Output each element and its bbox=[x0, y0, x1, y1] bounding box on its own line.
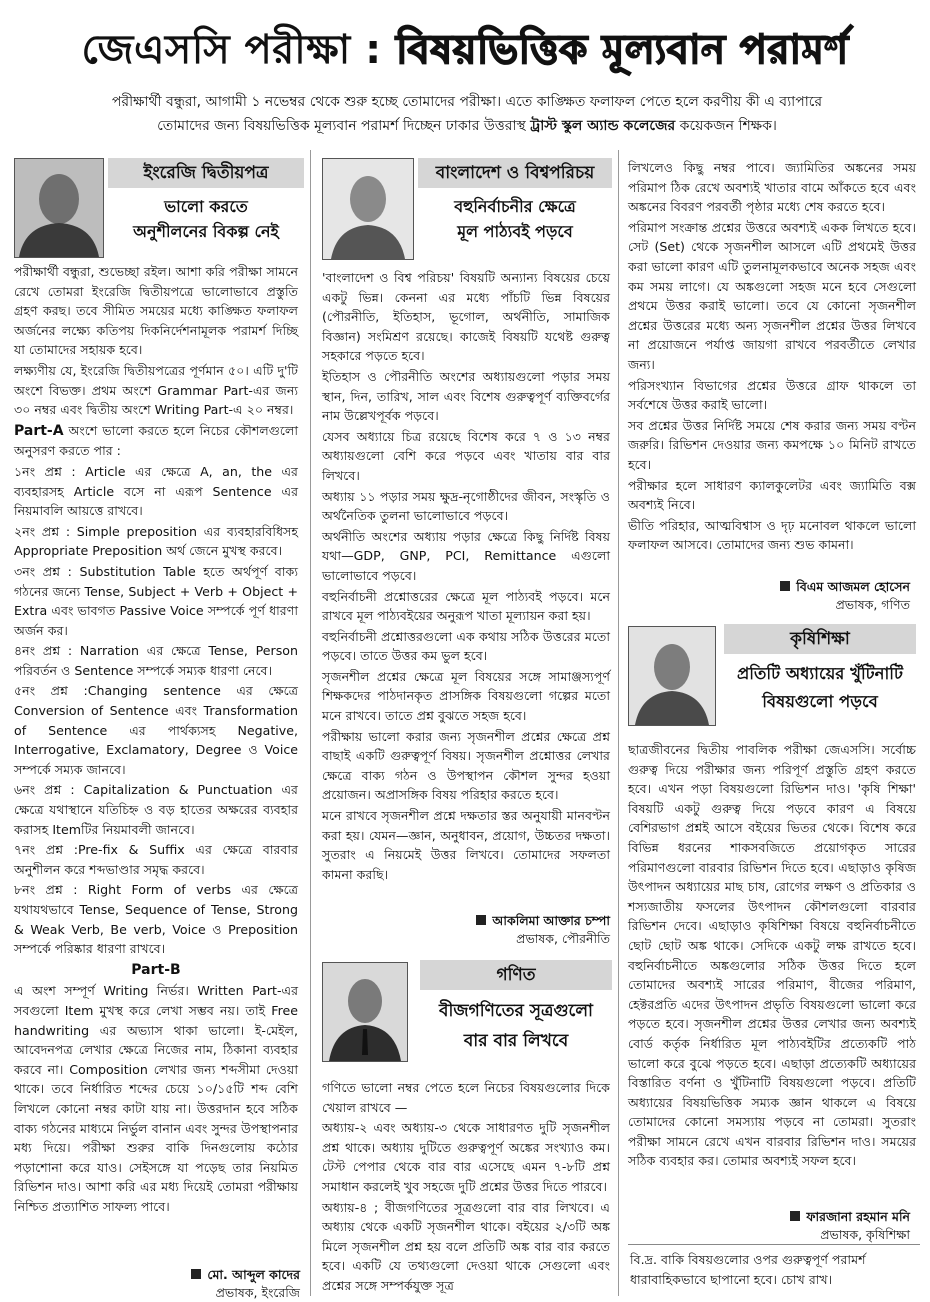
paragraph: অধ্যায়-৪ ; বীজগণিতের সূত্রগুলো বার বার লিখবে। এ অধ্যায় থেকে একটি সৃজনশীল থাকে। বইয়ের ২/৩টি অঙ্ক মিলে সৃজনশীল প্রশ্ন হয় বলে প্রতিটি অঙ্ক বার বার করতে হবে। একটি যে তথ্যগুলো দেওয়া থাকে সেগুলো এবং প্রশ্নের সঙ্গে সম্পর্কযুক্ত সূত্র bbox=[322, 1199, 610, 1293]
byline-english bbox=[14, 1266, 300, 1302]
subtitle-line: বার বার লিখবে bbox=[463, 1031, 569, 1051]
paragraph: ইতিহাস ও পৌরনীতি অংশের অধ্যায়গুলো পড়ার সময় স্থান, দিন, তারিখ, সাল এবং বিশেষ গুরুত্বপূর্ণ ব্যক্তিবর্গের নাম উল্লেখপূর্বক পড়বে। bbox=[322, 368, 610, 424]
column-divider bbox=[310, 150, 311, 1296]
person-silhouette-icon bbox=[629, 627, 715, 725]
list-item: ৬নং প্রশ্ন : Capitalization & Punctuation এর ক্ষেত্রে যথাস্থানে যতিচিহ্ন ও বড় হাতের অক্ষরের ব্যবহার করাসহ Itemটির নিয়মাবলী জানবে। bbox=[14, 782, 298, 837]
author-name bbox=[628, 1208, 910, 1226]
paragraph: অর্থনীতি অংশের অধ্যায় পড়ার ক্ষেত্রে কিছু নির্দিষ্ট বিষয় যথা—GDP, GNP, PCI, Remittance এগুলো ভালোভাবে পড়বে। bbox=[322, 528, 610, 583]
paragraph: 'বাংলাদেশ ও বিশ্ব পরিচয়' বিষয়টি অন্যান্য বিষয়ের চেয়ে একটু ভিন্ন। কেননা এর মধ্যে পাঁচটি ভিন্ন বিষয়ের (পৌরনীতি, ইতিহাস, ভূগোল, অর্থনীতি, সামাজিক বিজ্ঞান) সংমিশ্রণ রয়েছে। কাজেই বিষয়টি যথেষ্ট গুরুত্ব সহকারে পড়তে হবে। bbox=[322, 270, 610, 364]
paragraph: পরিমাপ সংক্রান্ত প্রশ্নের উত্তরে অবশ্যই একক লিখতে হবে। সেট (Set) থেকে সৃজনশীল আসলে এটি প্রথমেই উত্তর করা ভালো কারণ এটি তুলনামূলকভাবে অনেক সহজ এবং কম সময় লাগে। যে অঙ্কগুলো সহজ মনে হবে সেগুলো প্রথমে উত্তর করাই ভালো। তবে যে কোনো সৃজনশীল প্রশ্নের উত্তরের মধ্যে অন্য সৃজনশীল প্রশ্নের উত্তর লিখবে না প্রয়োজনে পর্যাপ্ত জায়গা রাখবে পরবর্তীতে লেখার জন্য। bbox=[628, 219, 916, 372]
paragraph: বহুনির্বাচনী প্রশ্নোত্তরের ক্ষেত্রে মূল পাঠ্যবই পড়বে। মনে রাখবে মূল পাঠ্যবইয়ের অনুরূপ খাতা মূল্যায়ন করা হয়। bbox=[322, 588, 610, 624]
author-designation: প্রভাষক, কৃষিশিক্ষা bbox=[820, 1227, 910, 1242]
paragraph: সৃজনশীল প্রশ্নের ক্ষেত্রে মূল বিষয়ের সঙ্গে সামাঞ্জস্যপূর্ণ শিক্ষকদের পাঠদানকৃত প্রাসঙ্গিক বিষয়গুলো গল্পের মতো মনে রাখবে। তাতে প্রশ্ন বুঝতে সহজ হবে। bbox=[322, 668, 610, 724]
author-designation: প্রভাষক, পৌরনীতি bbox=[516, 931, 610, 946]
part-b-heading: Part-B bbox=[131, 961, 181, 978]
square-bullet-icon bbox=[191, 1269, 201, 1279]
person-silhouette-icon bbox=[323, 963, 407, 1061]
intro-line-1: পরীক্ষার্থী বন্ধুরা, আগামী ১ নভেম্বর থেকে শুরু হচ্ছে তোমাদের পরীক্ষা। এতে কাঙ্ক্ষিত ফলাফল পেতে হলে করণীয় কী এ ব্যাপারে bbox=[111, 94, 823, 110]
list-item: ৫নং প্রশ্ন :Changing sentence এর ক্ষেত্রে Conversion of Sentence এবং Transformation of Sentence এর পার্থক্যসহ Negative, Interrogative, Exclamatory, Degree ও Voice সম্পর্কে সম্যক জানবে। bbox=[14, 683, 298, 777]
person-silhouette-icon bbox=[15, 159, 103, 257]
square-bullet-icon bbox=[476, 915, 486, 925]
paragraph: মনে রাখবে সৃজনশীল প্রশ্নে দক্ষতার স্তর অনুযায়ী মানবণ্টন করা হয়। যেমন—জ্ঞান, অনুধাবন, প্রয়োগ, উচ্চতর দক্ষতা। সুতরাং এ নিয়মেই উত্তর লিখবে। তোমাদের সফলতা কামনা করছি। bbox=[322, 808, 610, 882]
subtitle-line: ভালো করতে bbox=[164, 197, 248, 216]
article-math-continued bbox=[628, 158, 916, 556]
intro-line-2-pre: তোমাদের জন্য বিষয়ভিত্তিক মূল্যবান পরামর্শ দিচ্ছেন ঢাকার উত্তরাস্থ bbox=[157, 118, 531, 134]
paragraph: অধ্যায় ১১ পড়ার সময় ক্ষুদ্র-নৃগোষ্ঠীদের জীবন, সংস্কৃতি ও অর্থনৈতিক তুলনা ভালোভাবে পড়বে। bbox=[322, 488, 610, 524]
person-silhouette-icon bbox=[323, 159, 413, 259]
section-subtitle-english bbox=[108, 194, 304, 244]
subtitle-line: অনুশীলনের বিকল্প নেই bbox=[133, 222, 279, 241]
intro-school-name: ট্রাস্ট স্কুল অ্যান্ড কলেজের bbox=[530, 118, 676, 134]
author-designation: প্রভাষক, গণিত bbox=[835, 597, 910, 612]
paragraph: পরীক্ষায় ভালো করার জন্য সৃজনশীল প্রশ্নের ক্ষেত্রে প্রশ্ন বাছাই একটি গুরুত্বপূর্ণ বিষয়। সৃজনশীল প্রশ্নোত্তর লেখার ক্ষেত্রে বাক্য গঠন ও উপস্থাপন কৌশল সুন্দর হওয়া প্রয়োজন। অপ্রাসঙ্গিক বিষয় পরিহার করতে হবে। bbox=[322, 728, 610, 803]
subtitle-line: প্রতিটি অধ্যায়ের খুঁটিনাটি bbox=[736, 664, 904, 683]
teacher-photo bbox=[322, 962, 408, 1062]
section-title-math: গণিত bbox=[420, 960, 612, 990]
article-bgs bbox=[322, 268, 610, 885]
part-a-text: অংশে ভালো করতে হলে নিচের কৌশলগুলো অনুসরণ করতে পার : bbox=[14, 422, 298, 459]
paragraph: বহুনির্বাচনী প্রশ্নোত্তরগুলো এক কথায় সঠিক উত্তরের মতো পড়বে। তাতে উত্তর কম ভুল হবে। bbox=[322, 628, 610, 664]
part-a-label: Part-A bbox=[14, 422, 64, 439]
square-bullet-icon bbox=[790, 1211, 800, 1221]
section-subtitle-math bbox=[420, 996, 612, 1056]
teacher-photo bbox=[14, 158, 104, 258]
author-name bbox=[322, 912, 610, 930]
author-name-text: বিএম আজমল হোসেন bbox=[796, 579, 910, 594]
author-name-text: মো. আব্দুল কাদের bbox=[207, 1267, 300, 1282]
byline-agriculture bbox=[628, 1208, 910, 1244]
list-item: ৩নং প্রশ্ন : Substitution Table হতে অর্থপূর্ণ বাক্য গঠনের জন্যে Tense, Subject + Verb + Object + Extra এবং ভাবগত Passive Voice সম্পর্কে পূর্ণ ধারণা অর্জন কর। bbox=[14, 563, 298, 638]
byline-bgs bbox=[322, 912, 610, 948]
teacher-photo bbox=[628, 626, 716, 726]
paragraph: লক্ষ্যণীয় যে, ইংরেজি দ্বিতীয়পত্রের পূর্ণমান ৫০। এটি দু'টি অংশে বিভক্ত। প্রথম অংশে Grammar Part-এর জন্য ৩০ নম্বর এবং দ্বিতীয় অংশে Writing Part-এ ২০ নম্বর। bbox=[14, 362, 298, 418]
subtitle-line: বীজগণিতের সূত্রগুলো bbox=[439, 1001, 593, 1021]
intro-line-2 bbox=[22, 114, 912, 138]
paragraph: ছাত্রজীবনের দ্বিতীয় পাবলিক পরীক্ষা জেএসসি। সর্বোচ্চ গুরুত্ব দিয়ে পরীক্ষার জন্য পরিপূর্ণ প্রস্তুতি গ্রহণ করতে হবে। এখন পড়া বিষয়গুলো রিভিশন দাও। 'কৃষি শিক্ষা' বিষয়টি একটু গুরুত্ব দিয়ে পড়বে কারণ এ বিষয়ে বেশিরভাগ প্রশ্নই আসে বইয়ের ভিতর থেকে। বিশেষ করে বিভিন্ন ধরনের শাকসবজিতে প্রয়োগকৃত সারের পরিমাণগুলো বারবার রিভিশন দিতে হবে। এছাড়াও কৃষিজ উৎপাদন অধ্যায়ের মাছ চাষ, রোগের লক্ষণ ও প্রতিকার ও শস্যজাতীয় ফসলের উৎপাদন কৌশলগুলো বারবার রিভিশন দেবে। এছাড়াও কৃষিশিক্ষা বিষয়ে বহুনির্বাচনীতে ছোট ছোট অঙ্ক থাকে। সেদিকে একটু লক্ষ রাখতে হবে। বহুনির্বাচনীতে অঙ্কগুলোর সঠিক উত্তর দিতে হলে তোমাদের অবশ্যই সারের পরিমাণ, বীজের পরিমাণ, হেক্টরপ্রতি এদের উৎপাদন প্রভৃতি বিষয়গুলো ভালো করে পড়তে হবে। সৃজনশীল প্রশ্নের উত্তর লেখার জন্য অবশ্যই বোর্ড কর্তৃক নির্ধারিত মূল পাঠ্যবইটির প্রত্যেকটি পাঠ ভালো করে বুঝে পড়তে হবে। এছাড়া প্রত্যেকটি অধ্যায়ের বিস্তারিত বর্ণনা ও খুঁটিনাটি বিষয়গুলো পড়বে। প্রতিটি অধ্যায়ের বিষয়ভিত্তিক সম্যক জ্ঞান থাকলে এ বিষয়ে তোমাদের কোনো সমস্যায় পড়বে না তোমরা। সুতরাং পরীক্ষা সামনে রেখে এখন বারবার রিভিশন দাও। সময়ের সঠিক ব্যবহার কর। তোমার অবশ্যই সফল হবে। bbox=[628, 742, 916, 1169]
article-english bbox=[14, 262, 298, 1218]
paragraph: সব প্রশ্নের উত্তর নির্দিষ্ট সময়ে শেষ করার জন্য সময় বণ্টন জরুরি। রিভিশন দেওয়ার জন্য কমপক্ষে ১০ মিনিট রাখতে হবে। bbox=[628, 417, 916, 472]
paragraph: ভীতি পরিহার, আত্মবিশ্বাস ও দৃঢ় মনোবল থাকলে ভালো ফলাফল আসবে। তোমাদের জন্য শুভ কামনা। bbox=[628, 517, 916, 553]
section-title-english: ইংরেজি দ্বিতীয়পত্র bbox=[108, 158, 304, 188]
paragraph: পরীক্ষার হলে সাধারণ ক্যালকুলেটর এবং জ্যামিতি বক্স অবশ্যই নিবে। bbox=[628, 477, 916, 513]
subtitle-line: বিষয়গুলো পড়বে bbox=[762, 692, 878, 711]
list-item: ৭নং প্রশ্ন :Pre-fix & Suffix এর ক্ষেত্রে বারবার অনুশীলন করে শব্দভাণ্ডার সমৃদ্ধ করবে। bbox=[14, 842, 298, 877]
intro-line-2-post: কয়েকজন শিক্ষক। bbox=[675, 118, 777, 134]
headline-left: জেএসসি পরীক্ষা : bbox=[81, 27, 382, 73]
subtitle-line: বহুনির্বাচনীর ক্ষেত্রে bbox=[454, 197, 576, 216]
note-divider bbox=[628, 1244, 920, 1245]
headline-right: বিষয়ভিত্তিক মূল্যবান পরামর্শ bbox=[396, 27, 849, 73]
paragraph bbox=[14, 421, 298, 461]
paragraph: অধ্যায়-২ এবং অধ্যায়-৩ থেকে সাধারণত দুটি সৃজনশীল প্রশ্ন থাকে। অধ্যায় দুটিতে গুরুত্বপূর্ণ অঙ্কের সংখ্যাও কম। টেস্ট পেপার থেকে বার বার এসেছে এমন ৭-৮টি প্রশ্ন সমাধান করলেই খুব সহজে দুটি প্রশ্নের উত্তর দিতে পারবে। bbox=[322, 1120, 610, 1194]
part-b-label bbox=[14, 960, 298, 981]
paragraph: এ অংশ সম্পূর্ণ Writing নির্ভর। Written Part-এর সবগুলো Item মুখস্থ করে লেখা সম্ভব নয়। তাই Free handwriting এর অভ্যাস থাকা ভালো। ই-মেইল, আবেদনপত্র লেখার ক্ষেত্রে নিজের নাম, ঠিকানা ব্যবহার করবে না। Composition লেখার জন্য শব্দসীমা দেওয়া থাকে। তবে নির্ধারিত শব্দের চেয়ে ১০/১৫টি শব্দ বেশি লিখলে কোনো নম্বর কাটা যায় না। উত্তরদান হবে সঠিক বাক্য গঠনের মাধ্যমে নির্ভুল বানান এবং সুন্দর উপস্থাপনার মধ্য দিয়ে। পরীক্ষা শুরুর বাকি দিনগুলোয় কঠোর পড়াশোনা করে যাও। সেইসঙ্গে যা পড়েছ তার নিয়মিত রিভিশন দাও। আশা করি এর মধ্য দিয়েই তোমরা পরীক্ষায় নিশ্চিত প্রত্যাশিত সাফল্য পাবে। bbox=[14, 983, 298, 1214]
author-name-text: ফারজানা রহমান মনি bbox=[806, 1209, 910, 1224]
list-item: ১নং প্রশ্ন : Article এর ক্ষেত্রে A, an, the এর ব্যবহারসহ Article বসে না এরূপ Sentence এর নিয়মাবলি আয়ত্তে রাখবে। bbox=[14, 463, 298, 519]
paragraph: পরিসংখ্যান বিভাগের প্রশ্নের উত্তরে গ্রাফ থাকলে তা সর্বশেষে উত্তর করাই ভালো। bbox=[628, 377, 916, 413]
square-bullet-icon bbox=[780, 581, 790, 591]
column-divider bbox=[618, 150, 619, 1296]
section-title-bgs: বাংলাদেশ ও বিশ্বপরিচয় bbox=[418, 158, 612, 188]
section-subtitle-agriculture bbox=[720, 660, 920, 716]
article-math bbox=[322, 1078, 610, 1297]
paragraph: যেসব অধ্যায়ে চিত্র রয়েছে বিশেষ করে ৭ ও ১৩ নম্বর অধ্যায়গুলো বেশি করে পড়বে এবং খাতায় বার বার লিখবে। bbox=[322, 428, 610, 483]
page-headline bbox=[0, 18, 930, 85]
paragraph: গণিতে ভালো নম্বর পেতে হলে নিচের বিষয়গুলোর দিকে খেয়াল রাখবে — bbox=[322, 1080, 610, 1115]
teacher-photo bbox=[322, 158, 414, 260]
paragraph: লিখলেও কিছু নম্বর পাবে। জ্যামিতির অঙ্কনের সময় পরিমাপ ঠিক রেখে অবশ্যই খাতার বামে আঁকতে হবে এবং অঙ্কনের বিবরণ পরবর্তী পৃষ্ঠার মধ্যে শেষ করতে হবে। bbox=[628, 160, 916, 215]
article-agriculture bbox=[628, 740, 916, 1172]
section-subtitle-bgs bbox=[418, 194, 612, 244]
subtitle-line: মূল পাঠ্যবই পড়বে bbox=[457, 222, 573, 241]
author-name bbox=[628, 578, 910, 596]
paragraph: পরীক্ষার্থী বন্ধুরা, শুভেচ্ছা রইল। আশা করি পরীক্ষা সামনে রেখে তোমরা ইংরেজি দ্বিতীয়পত্রে ভালোভাবে প্রস্তুতি গ্রহণ করছ। তবে সীমিত সময়ের মধ্যে কাঙ্ক্ষিত ফলাফল অর্জনের লক্ষ্যে কতিপয় দিকনির্দেশনামূলক পরামর্শ দিচ্ছি যা তোমাদের সহায়ক হবে। bbox=[14, 264, 298, 358]
intro-paragraph bbox=[22, 90, 912, 138]
section-title-agriculture: কৃষিশিক্ষা bbox=[724, 624, 916, 654]
author-name-text: আকলিমা আক্তার চম্পা bbox=[492, 913, 610, 928]
author-name bbox=[14, 1266, 300, 1284]
list-item: ৮নং প্রশ্ন : Right Form of verbs এর ক্ষেত্রে যথাযথভাবে Tense, Sequence of Tense, Strong & Weak Verb, Be verb, Voice ও Preposition সম্পর্কে পরিষ্কার ধারণা রাখবে। bbox=[14, 882, 298, 957]
editor-note: বি.দ্র. বাকি বিষয়গুলোর ওপর গুরুত্বপূর্ণ পরামর্শ ধারাবাহিকভাবে ছাপানো হবে। চোখ রাখ। bbox=[630, 1252, 866, 1287]
list-item: ৪নং প্রশ্ন : Narration এর ক্ষেত্রে Tense, Person পরিবর্তন ও Sentence সম্পর্কে সম্যক ধারণা নেবে। bbox=[14, 643, 298, 678]
list-item: ২নং প্রশ্ন : Simple preposition এর ব্যবহারবিধিসহ Appropriate Preposition অর্থ জেনে মুখস্থ করবে। bbox=[14, 523, 298, 559]
author-designation: প্রভাষক, ইংরেজি bbox=[215, 1285, 300, 1300]
byline-math bbox=[628, 578, 910, 614]
